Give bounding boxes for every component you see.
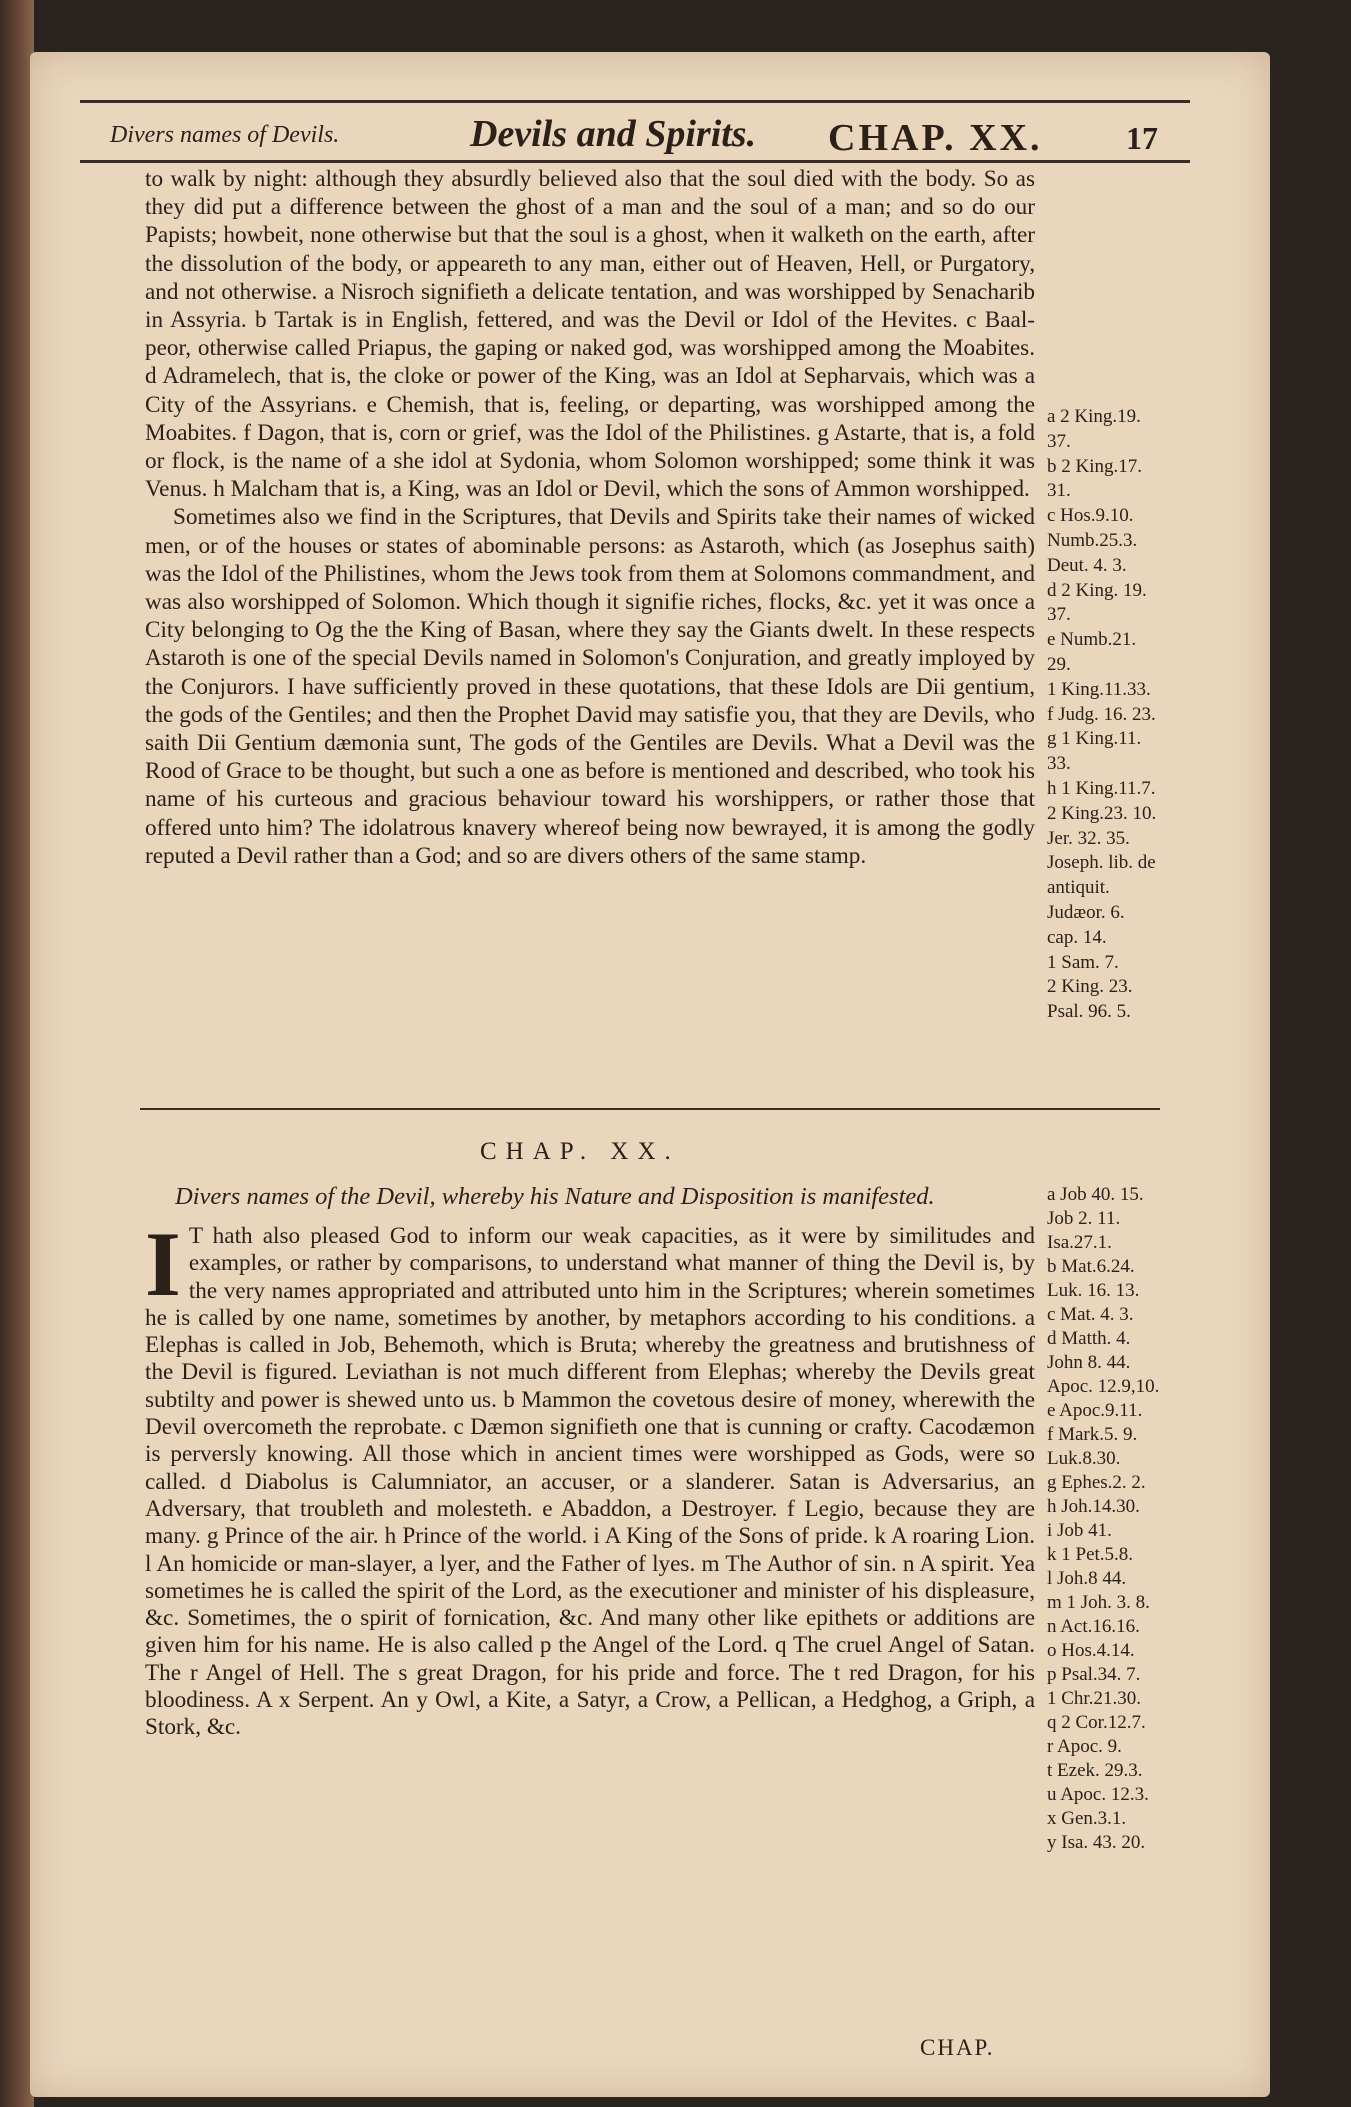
margin-note: a 2 King.19. xyxy=(1047,406,1141,427)
chapter-margin-notes xyxy=(1047,1183,1167,1855)
margin-note: e Apoc.9.11. xyxy=(1047,1400,1143,1421)
page-number: 17 xyxy=(1126,120,1158,156)
header-rule-top xyxy=(80,100,1190,103)
margin-note: 31. xyxy=(1047,480,1071,502)
margin-note: b Mat.6.24. xyxy=(1047,1256,1135,1277)
margin-note: i Job 41. xyxy=(1047,1520,1112,1541)
section-divider xyxy=(140,1108,1160,1110)
margin-note: 2 King. 23. xyxy=(1047,976,1133,998)
margin-note: Deut. 4. 3. xyxy=(1047,554,1127,576)
margin-note: 1 King.11.33. xyxy=(1047,678,1151,700)
margin-note: e Numb.21. xyxy=(1047,629,1137,651)
margin-note: antiquit. xyxy=(1047,877,1110,899)
margin-note: Luk. 16. 13. xyxy=(1047,1280,1140,1301)
margin-note: Apoc. 12.9,10. xyxy=(1047,1376,1160,1397)
margin-note: b 2 King.17. xyxy=(1047,455,1142,477)
margin-note: t Ezek. 29.3. xyxy=(1047,1760,1143,1781)
running-head-title: Devils and Spirits. xyxy=(470,113,757,155)
margin-note: g Ephes.2. 2. xyxy=(1047,1472,1146,1493)
margin-note: Isa.27.1. xyxy=(1047,1232,1112,1253)
margin-note: 37. xyxy=(1047,430,1071,452)
catchword: CHAP. xyxy=(920,2035,995,2060)
margin-note: 1 Sam. 7. xyxy=(1047,951,1119,973)
margin-note: John 8. 44. xyxy=(1047,1352,1131,1373)
margin-note: u Apoc. 12.3. xyxy=(1047,1784,1149,1805)
margin-note: l Joh.8 44. xyxy=(1047,1568,1127,1589)
chapter-body-text xyxy=(145,1213,1035,1742)
margin-note: h Joh.14.30. xyxy=(1047,1496,1140,1517)
margin-note: a Job 40. 15. xyxy=(1047,1184,1144,1205)
margin-note: Job 2. 11. xyxy=(1047,1208,1121,1229)
margin-note: 37. xyxy=(1047,604,1071,626)
running-head-left: Divers names of Devils. xyxy=(110,122,340,148)
margin-note: p Psal.34. 7. xyxy=(1047,1664,1141,1685)
header-rule-bottom xyxy=(80,160,1190,163)
margin-note: d 2 King. 19. xyxy=(1047,579,1147,601)
margin-note: Judæor. 6. xyxy=(1047,901,1125,923)
margin-note: c Hos.9.10. xyxy=(1047,505,1134,527)
margin-note: Jer. 32. 35. xyxy=(1047,827,1130,849)
margin-note: h 1 King.11.7. xyxy=(1047,777,1156,799)
margin-note: o Hos.4.14. xyxy=(1047,1640,1135,1661)
running-head xyxy=(80,112,1190,162)
paragraph: to walk by night: although they absurdly believed also that the soul died with the body. So as they did put a difference between the ghost of a man and the soul of a man; and so do our Papists; howbeit, none otherwise but that the soul is a ghost, when it walketh on the earth, after the dissolution of the body, or appeareth to any man, either out of Heaven, Hell, or Purgatory, and not otherwise. a Nisroch signifieth a delicate tentation, and was worshipped by Senacharib in Assyria. b Tartak is in English, fettered, and was the Devil or Idol of the Hevites. c Baal-peor, otherwise called Priapus, the gaping or naked god, was worshipped among the Moabites. d Adramelech, that is, the cloke or power of the King, was an Idol at Sepharvais, which was a City of the Assyrians. e Chemish, that is, feeling, or departing, was worshipped among the Moabites. f Dagon, that is, corn or grief, was the Idol of the Philistines. g Astarte, that is, a fold or flock, is the name of a she idol at Sydonia, whom Solomon worshipped; some think it was Venus. h Malcham that is, a King, was an Idol or Devil, which the sons of Ammon worshipped. xyxy=(145,166,1035,503)
margin-note: f Mark.5. 9. xyxy=(1047,1424,1138,1445)
top-body-text xyxy=(145,165,1035,870)
margin-note: Luk.8.30. xyxy=(1047,1448,1121,1469)
margin-note: m 1 Joh. 3. 8. xyxy=(1047,1592,1150,1613)
paragraph: Sometimes also we find in the Scriptures, that Devils and Spirits take their names of wicked men, or of the houses or states of abominable persons: as Astaroth, which (as Josephus saith) was the Idol of the Philistines, whom the Jews took from them at Solomons commandment, and was also worshipped of Solomon. Which though it signifie riches, flocks, &c. yet it was once a City belonging to Og the the King of Basan, where they say the Giants dwelt. In these respects Astaroth is one of the special Devils named in Solomon's Conjuration, and greatly imployed by the Conjurors. I have sufficiently proved in these quotations, that these Idols are Dii gentium, the gods of the Gentiles; and then the Prophet David may satisfie you, that they are Devils, who saith Dii Gentium dæmonia sunt, The gods of the Gentiles are Devils. What a Devil was the Rood of Grace to be thought, but such a one as before is mentioned and described, who took his name of his curteous and gracious behaviour toward his worshippers, or rather those that offered unto him? The idolatrous knavery whereof being now bewrayed, it is among the godly reputed a Devil rather than a God; and so are divers others of the same stamp. xyxy=(145,504,1035,869)
margin-note: Psal. 96. 5. xyxy=(1047,1001,1131,1023)
top-margin-notes xyxy=(1047,405,1167,1025)
margin-note: 1 Chr.21.30. xyxy=(1047,1688,1141,1709)
chapter-title: CHAP. XX. xyxy=(480,1138,680,1165)
chapter-text: T hath also pleased God to inform our weak capacities, as it were by similitudes and examples, or rather by comparisons, to understand what manner of thing the Devil is, by the very names appropriated and attributed unto him in the Scriptures; wherein sometimes he is called by one name, sometimes by another, by metaphors according to his conditions. a Elephas is called in Job, Behemoth, which is Bruta; whereby the greatness and brutishness of the Devil is figured. Leviathan is not much different from Elephas; whereby the Devils great subtilty and power is shewed unto us. b Mammon the covetous desire of money, wherewith the Devil overcometh the reprobate. c Dæmon signifieth one that is cunning or crafty. Cacodæmon is perversly knowing. All those which in ancient times were worshipped as Gods, were so called. d Diabolus is Calumniator, an accuser, or a slanderer. Satan is Adversarius, an Adversary, that troubleth and molesteth. e Abaddon, a Destroyer. f Legio, because they are many. g Prince of the air. h Prince of the world. i A King of the Sons of pride. k A roaring Lion. l An homicide or man-slayer, a lyer, and the Father of lyes. m The Author of sin. n A spirit. Yea sometimes he is called the spirit of the Lord, as the executioner and minister of his displeasure, &c. Sometimes, the o spirit of fornication, &c. And many other like epithets or additions are given him for his name. He is also called p the Angel of the Lord. q The cruel Angel of Satan. The r Angel of Hell. The s great Dragon, for his pride and force. The t red Dragon, for his bloodiness. A x Serpent. An y Owl, a Kite, a Satyr, a Crow, a Pellican, a Hedghog, a Griph, a Stork, &c. xyxy=(145,1223,1035,1741)
margin-note: r Apoc. 9. xyxy=(1047,1736,1122,1757)
margin-note: c Mat. 4. 3. xyxy=(1047,1304,1134,1325)
paragraph xyxy=(145,1213,1035,1742)
chapter-subtitle: Divers names of the Devil, whereby his Nature and Disposition is manifested. xyxy=(175,1183,935,1210)
margin-note: f Judg. 16. 23. xyxy=(1047,703,1156,725)
margin-note: 29. xyxy=(1047,653,1071,675)
margin-note: n Act.16.16. xyxy=(1047,1616,1140,1637)
margin-note: g 1 King.11. xyxy=(1047,728,1142,750)
margin-note: x Gen.3.1. xyxy=(1047,1808,1127,1829)
margin-note: y Isa. 43. 20. xyxy=(1047,1832,1146,1853)
margin-note: 2 King.23. 10. xyxy=(1047,802,1157,824)
margin-note: 33. xyxy=(1047,753,1071,775)
margin-note: k 1 Pet.5.8. xyxy=(1047,1544,1134,1565)
book-spine xyxy=(0,0,34,2107)
margin-note: d Matth. 4. xyxy=(1047,1328,1131,1349)
margin-note: cap. 14. xyxy=(1047,926,1107,948)
running-head-chapter: CHAP. XX. xyxy=(828,117,1043,159)
drop-cap: I xyxy=(145,1213,181,1315)
margin-note: Numb.25.3. xyxy=(1047,529,1138,551)
margin-note: Joseph. lib. de xyxy=(1047,852,1156,874)
margin-note: q 2 Cor.12.7. xyxy=(1047,1712,1146,1733)
